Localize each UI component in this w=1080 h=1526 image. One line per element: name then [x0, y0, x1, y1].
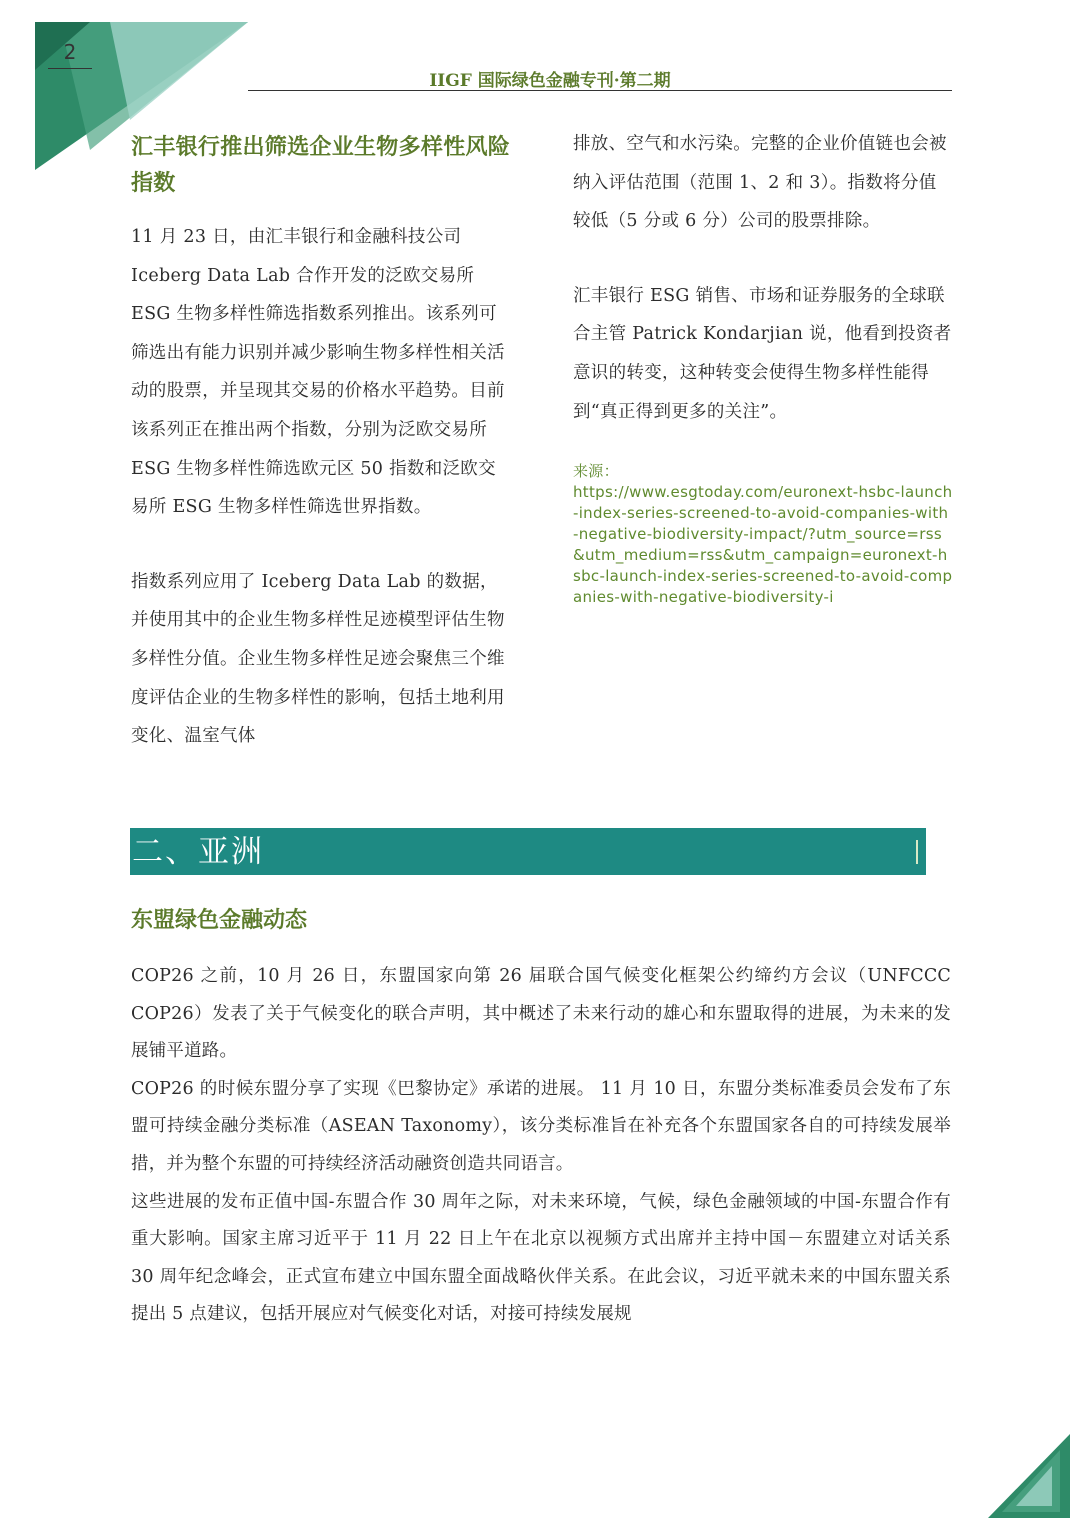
paragraph-gap [573, 241, 953, 277]
section-banner [130, 828, 926, 875]
section-paragraph-2: COP26 的时候东盟分享了实现《巴黎协定》承诺的进展。 11 月 10 日，东盟分类标准委员会发布了东盟可持续金融分类标准（ASEAN Taxonomy），该分类标准旨在补充各个东盟国家各自的可持续发展举措，并为整个东盟的可持续经济活动融资创造共同语言。 [131, 1078, 951, 1174]
source-label: 来源： [573, 462, 619, 481]
source-link[interactable]: https://www.esgtoday.com/euronext-hsbc-launch-index-series-screened-to-avoid-companies-with-negative-biodiversity-impact/?utm_source=rss&utm_medium=rss&utm_campaign=euronext-hsbc-launch-index-series-screened-to-avoid-companies-with-negative-biodiversity-i [573, 483, 953, 607]
article-paragraph-2: 指数系列应用了 Iceberg Data Lab 的数据，并使用其中的企业生物多样性足迹模型评估生物多样性分值。企业生物多样性足迹会聚焦三个维度评估企业的生物多样性的影响，包括土地利用变化、温室气体 [131, 571, 505, 747]
article-title: 汇丰银行推出筛选企业生物多样性风险指数 [131, 135, 511, 196]
section-subtitle: 东盟绿色金融动态 [131, 908, 308, 933]
section-body [131, 958, 951, 1334]
publication-title: IIGF 国际绿色金融专刊·第二期 [429, 71, 671, 91]
article-paragraph-4: 汇丰银行 ESG 销售、市场和证券服务的全球联合主管 Patrick Kondarjian 说，他看到投资者意识的转变，这种转变会使得生物多样性能得到“真正得到更多的关注”。 [573, 285, 952, 422]
section-paragraph-1: COP26 之前，10 月 26 日，东盟国家向第 26 届联合国气候变化框架公约缔约方会议（UNFCCC COP26）发表了关于气候变化的联合声明，其中概述了未来行动的雄心和东盟取得的进展，为未来的发展铺平道路。 [131, 966, 951, 1062]
article-paragraph-3: 排放、空气和水污染。完整的企业价值链也会被纳入评估范围（范围 1、2 和 3）。指数将分值较低（5 分或 6 分）公司的股票排除。 [573, 134, 947, 232]
banner-accent-bar [916, 840, 918, 864]
article-right-column [573, 125, 953, 608]
article-left-column [131, 130, 511, 756]
header-divider [248, 90, 952, 91]
page-number: 2 [48, 40, 92, 69]
section-title: 二、亚洲 [132, 834, 264, 870]
corner-decoration-bottom-right [980, 1426, 1080, 1526]
article-source [573, 461, 953, 608]
paragraph-gap [131, 527, 511, 563]
article-paragraph-1: 11 月 23 日，由汇丰银行和金融科技公司 Iceberg Data Lab 合作开发的泛欧交易所 ESG 生物多样性筛选指数系列推出。该系列可筛选出有能力识别并减少影响生物多样性相关活动的股票，并呈现其交易的价格水平趋势。目前该系列正在推出两个指数，分别为泛欧交易所 ESG 生物多样性筛选欧元区 50 指数和泛欧交易所 ESG 生物多样性筛选世界指数。 [131, 227, 505, 518]
section-paragraph-3: 这些进展的发布正值中国-东盟合作 30 周年之际，对未来环境，气候，绿色金融领域的中国-东盟合作有重大影响。国家主席习近平于 11 月 22 日上午在北京以视频方式出席并主持中国－东盟建立对话关系 30 周年纪念峰会，正式宣布建立中国东盟全面战略伙伴关系。在此会议，习近平就未来的中国东盟关系提出 5 点建议，包括开展应对气候变化对话，对接可持续发展规 [131, 1191, 951, 1325]
